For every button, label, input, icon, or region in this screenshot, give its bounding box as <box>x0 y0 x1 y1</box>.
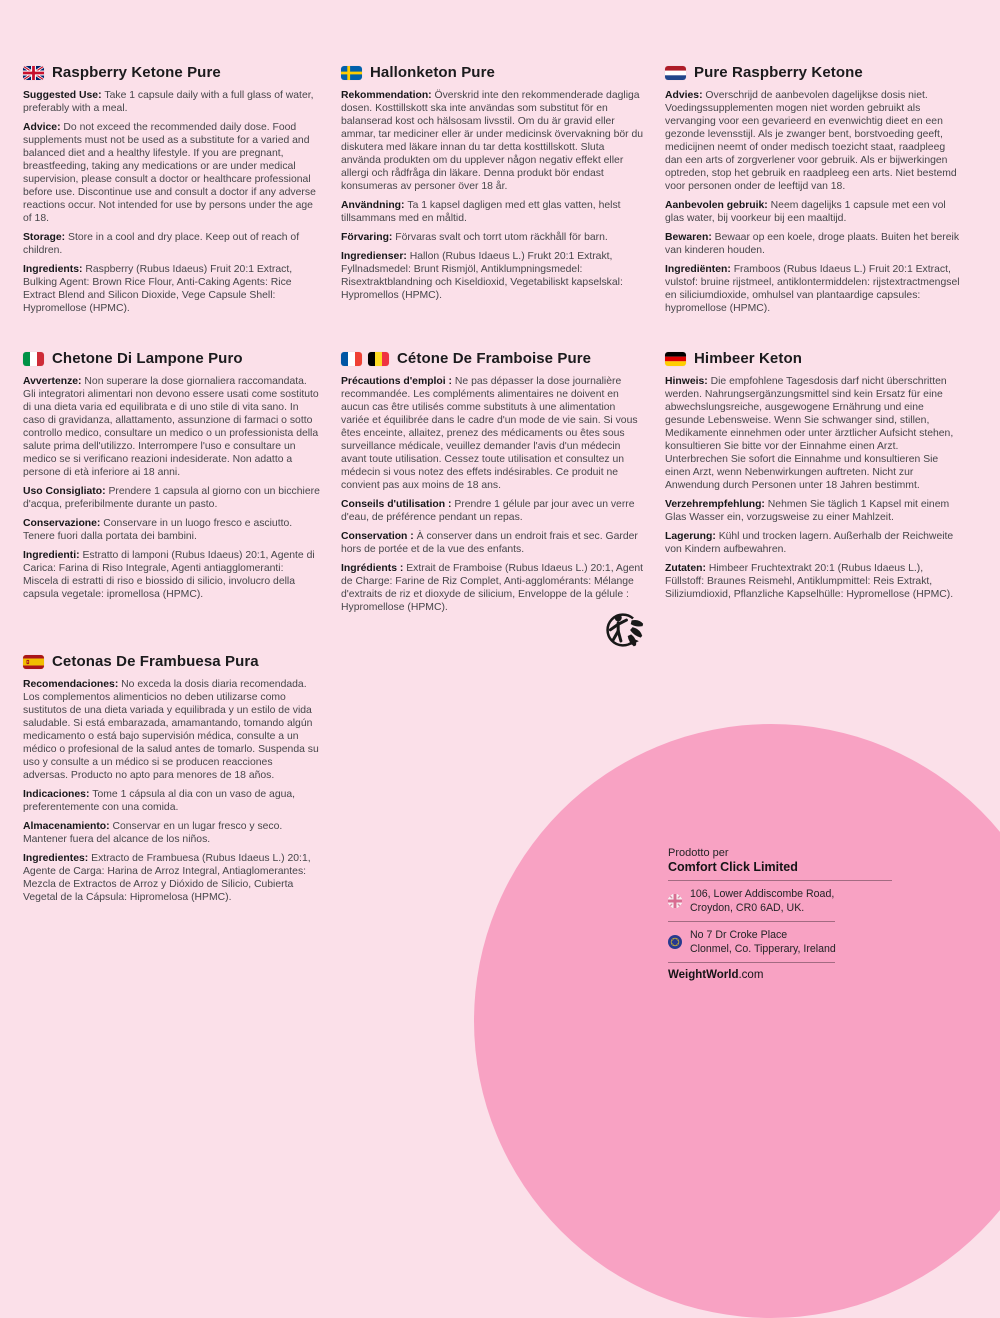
eu-flag-icon <box>668 935 682 949</box>
uk-address-line1: 106, Lower Addiscombe Road, <box>690 888 835 900</box>
ireland-address-line1: No 7 Dr Croke Place <box>690 929 788 941</box>
paragraph-text: Tome 1 cápsula al dia con un vaso de agua, preferentemente con una comida. <box>23 789 296 813</box>
paragraph-text: Raspberry (Rubus Idaeus) Fruit 20:1 Extract, Bulking Agent: Brown Rice Flour, Anti-Caking Agents: Rice Extract Blend and Silicon Dioxide, Vege Capsule Shell: Hypromellose (HPMC). <box>23 264 293 314</box>
section-italian <box>23 350 320 653</box>
uk-roundel-icon <box>668 894 682 908</box>
paragraph-label: Indicaciones: <box>23 789 93 800</box>
paragraph-text: Die empfohlene Tagesdosis darf nicht überschritten werden. Nahrungsergänzungsmittel sind kein Ersatz für eine abwechslungsreiche, ausgewogene Ernährung und eine gesunde Lebensweise. Wenn Sie schwanger sind, stillen, Medikamente einnehmen oder unter ärztlicher Aufsicht stehen, konsultieren Sie bitte vor der Einnahme einen Arzt. Unterbrechen Sie sofort die Einnahme und konsultieren Sie einen Arzt, wenn Nebenwirkungen auftreten. Nicht zur Anwendung durch Personen unter 18 Jahren bestimmt. <box>665 376 954 491</box>
brand-tld: .com <box>738 969 764 981</box>
paragraph-text: Prendere 1 capsula al giorno con un bicchiere d'acqua, preferibilmente durante un pasto. <box>23 486 320 510</box>
manufacturer-block <box>668 846 892 981</box>
section-flags <box>341 66 362 80</box>
company-name: Comfort Click Limited <box>668 860 798 874</box>
belgium-flag-icon <box>368 352 389 366</box>
paragraph-label: Advice: <box>23 122 64 133</box>
paragraph-text: Take 1 capsule daily with a full glass of water, preferably with a meal. <box>23 90 314 114</box>
section-paragraphs <box>23 89 320 315</box>
paragraph-text: Himbeer Fruchtextrakt 20:1 (Rubus Idaeus L.), Füllstoff: Braunes Reismehl, Antiklumpmittel: Reis Extrakt, Siliziumdioxid, Pflanzliche Kapselhülle: Hypromellose (HPMC). <box>665 563 954 600</box>
paragraph <box>341 498 644 524</box>
paragraph <box>341 199 644 225</box>
paragraph <box>23 263 320 315</box>
paragraph-text: Ne pas dépasser la dose journalière recommandée. Les compléments alimentaires ne doivent en aucun cas être utilisés comme substituts à une alimentation variée et équilibrée dans le cadre d'un mode de vie sain. Si vous êtes enceinte, allaitez, prenez des médicaments ou êtes sous surveillance médicale, veuillez demander l'avis d'un médecin avant toute utilisation. Cessez toute utilisation et consultez un médecin si vous notez des effets indésirables. Ce produit ne convient pas aux moins de 18 ans. <box>341 376 638 491</box>
uk-address <box>690 887 834 915</box>
section-paragraphs <box>341 89 644 302</box>
paragraph <box>23 517 320 543</box>
section-header <box>665 64 964 81</box>
section-title: Cetonas De Frambuesa Pura <box>52 653 259 670</box>
paragraph-text: Extracto de Frambuesa (Rubus Idaeus L.) 20:1, Agente de Carga: Harina de Arroz Integral, Antiaglomerantes: Mezcla de Extractos de Arroz y Dióxido de Silicio, Cubierta Vegetal de la Cápsula: Hipromelosa (HPMC). <box>23 853 311 903</box>
paragraph-label: Conseils d'utilisation : <box>341 499 455 510</box>
paragraph <box>23 231 320 257</box>
uk-flag-icon <box>23 66 44 80</box>
brand-name: WeightWorld <box>668 969 739 981</box>
section-paragraphs <box>341 375 644 614</box>
paragraph-label: Rekommendation: <box>341 90 435 101</box>
paragraph-text: Nehmen Sie täglich 1 Kapsel mit einem Glas Wasser ein, vorzugsweise zu einer Mahlzeit. <box>665 499 950 523</box>
section-german <box>665 350 964 653</box>
paragraph-text: Bewaar op een koele, droge plaats. Buiten het bereik van kinderen houden. <box>665 232 960 256</box>
paragraph-text: Non superare la dose giornaliera raccomandata. Gli integratori alimentari non devono essere usati come sostituto di una dieta varia ed equilibrata e di uno stile di vita sano. In caso di gravidanza, allattamento, assunzione di farmaci o sotto controllo medico, consultare un medico o un professionista della salute prima dell'utilizzo. Interrompere l'uso e consultare un medico se si verificano reazioni indesiderate. Non adatto a persone di età inferiore ai 18 anni. <box>23 376 319 478</box>
section-header <box>665 350 964 367</box>
section-paragraphs <box>23 678 320 904</box>
uk-address-row <box>668 881 892 921</box>
section-paragraphs <box>665 375 964 601</box>
paragraph-label: Hinweis: <box>665 376 711 387</box>
paragraph-label: Förvaring: <box>341 232 396 243</box>
section-flags <box>665 352 686 366</box>
triman-recycling-icon <box>599 606 647 654</box>
section-title: Himbeer Keton <box>694 350 802 367</box>
section-dutch <box>665 64 964 350</box>
paragraph-label: Zutaten: <box>665 563 709 574</box>
paragraph <box>665 199 964 225</box>
paragraph-label: Ingredienser: <box>341 251 410 262</box>
paragraph-label: Advies: <box>665 90 706 101</box>
paragraph <box>665 530 964 556</box>
paragraph <box>665 263 964 315</box>
paragraph-label: Almacenamiento: <box>23 821 113 832</box>
paragraph-text: Neem dagelijks 1 capsule met een vol glas water, bij voorkeur bij een maaltijd. <box>665 200 946 224</box>
section-title: Raspberry Ketone Pure <box>52 64 221 81</box>
germany-flag-icon <box>665 352 686 366</box>
paragraph-text: Extrait de Framboise (Rubus Idaeus L.) 20:1, Agent de Charge: Farine de Riz Complet, Anti-agglomérants: Mélange d'extraits de riz et dioxyde de silicium, Enveloppe de la gélule : Hypromellose (HPMC). <box>341 563 644 613</box>
section-header <box>23 64 320 81</box>
section-paragraphs <box>23 375 320 601</box>
section-flags <box>23 655 44 669</box>
paragraph-text: Kühl und trocken lagern. Außerhalb der Reichweite von Kindern aufbewahren. <box>665 531 954 555</box>
section-flags <box>23 352 44 366</box>
paragraph <box>341 250 644 302</box>
paragraph-label: Recomendaciones: <box>23 679 122 690</box>
paragraph <box>23 89 320 115</box>
paragraph <box>665 562 964 601</box>
paragraph-text: Förvaras svalt och torrt utom räckhåll för barn. <box>395 232 608 243</box>
paragraph <box>341 530 644 556</box>
paragraph <box>665 498 964 524</box>
paragraph-text: Prendre 1 gélule par jour avec un verre d'eau, de préférence pendant un repas. <box>341 499 635 523</box>
section-header <box>341 64 644 81</box>
paragraph-label: Lagerung: <box>665 531 719 542</box>
paragraph-text: Overschrijd de aanbevolen dagelijkse dosis niet. Voedingssupplementen mogen niet worden gebruikt als vervanging voor een gevarieerd en evenwichtig dieet en een gezonde levensstijl. Als je zwanger bent, borstvoeding geeft, medicijnen neemt of onder medisch toezicht staat, raadpleeg dan een arts of zorgverlener voor gebruik. Als er bijwerkingen optreden, stop het gebruik en raadpleeg een arts. Niet bestemd voor personen onder de leeftijd van 18. <box>665 90 957 192</box>
france-flag-icon <box>341 352 362 366</box>
uk-address-line2: Croydon, CR0 6AD, UK. <box>690 902 805 914</box>
paragraph <box>23 485 320 511</box>
section-title: Hallonketon Pure <box>370 64 495 81</box>
paragraph-label: Avvertenze: <box>23 376 85 387</box>
paragraph <box>665 231 964 257</box>
paragraph <box>23 852 320 904</box>
paragraph-label: Verzehrempfehlung: <box>665 499 768 510</box>
paragraph-text: Conservar en un lugar fresco y seco. Mantener fuera del alcance de los niños. <box>23 821 283 845</box>
section-title: Cétone De Framboise Pure <box>397 350 592 367</box>
paragraph-label: Précautions d'emploi : <box>341 376 455 387</box>
paragraph-label: Ingrediënten: <box>665 264 734 275</box>
sections-grid <box>23 64 985 910</box>
italy-flag-icon <box>23 352 44 366</box>
paragraph <box>23 820 320 846</box>
paragraph-text: Hallon (Rubus Idaeus L.) Frukt 20:1 Extrakt, Fyllnadsmedel: Brunt Rismjöl, Antiklumpningsmedel: Risextraktblandning och Kiseldioxid, Vegetabiliskt kapselskal: Hypromellos (HPMC). <box>341 251 623 301</box>
paragraph-text: Estratto di lamponi (Rubus Idaeus) 20:1, Agente di Carica: Farina di Riso Integrale, Agenti antiagglomeranti: Miscela di estratti di riso e biossido di silicio, involucro della capsula vegetale: ipromellosa (HPMC). <box>23 550 315 600</box>
section-swedish <box>341 64 644 350</box>
paragraph-label: Conservation : <box>341 531 417 542</box>
section-header <box>23 653 320 670</box>
paragraph-text: Store in a cool and dry place. Keep out of reach of children. <box>23 232 300 256</box>
paragraph <box>23 121 320 225</box>
paragraph <box>341 89 644 193</box>
ireland-address-row <box>668 922 892 962</box>
section-flags <box>665 66 686 80</box>
paragraph <box>23 788 320 814</box>
paragraph-label: Ingredientes: <box>23 853 92 864</box>
paragraph <box>23 549 320 601</box>
paragraph <box>341 375 644 492</box>
paragraph-label: Uso Consigliato: <box>23 486 109 497</box>
spain-flag-icon <box>23 655 44 669</box>
paragraph-text: Framboos (Rubus Idaeus L.) Fruit 20:1 Extract, vulstof: bruine rijstmeel, antiklontermiddelen: rijstextractmengsel en siliciumdioxide, omhulsel van plantaardige capsules: hypromellose (HPMC). <box>665 264 960 314</box>
section-flags <box>23 66 44 80</box>
section-header <box>23 350 320 367</box>
paragraph-text: No exceda la dosis diaria recomendada. Los complementos alimenticios no deben utilizarse como sustitutos de una dieta variada y equilibrada y un estilo de vida saludable. Si está embarazada, amamantando, tomando algún medicamento o está bajo supervisión médica, consulte a un médico o profesional de la salud antes de tomarlo. Suspenda su uso y consulte a un médico si se producen reacciones adversas. Producto no apto para menores de 18 años. <box>23 679 319 781</box>
section-english <box>23 64 320 350</box>
paragraph <box>665 375 964 492</box>
paragraph-text: Överskrid inte den rekommenderade dagliga dosen. Kosttillskott ska inte användas som substitut för en balanserad kost och hälsosam livsstil. Om du är gravid eller ammar, tar mediciner eller är under medicinsk övervakning bör du diskutera med läkare innan du tar detta kosttillskott. Sluta använda produkten om du upplever någon negativ effekt eller allergi och rådfråga din läkare. Denna produkt bör endast konsumeras av personer över 18 år. <box>341 90 644 192</box>
section-paragraphs <box>665 89 964 315</box>
paragraph <box>341 231 644 244</box>
paragraph <box>665 89 964 193</box>
produced-for-label: Prodotto per <box>668 847 729 859</box>
paragraph-text: À conserver dans un endroit frais et sec. Garder hors de portée et de la vue des enfants. <box>341 531 638 555</box>
netherlands-flag-icon <box>665 66 686 80</box>
sweden-flag-icon <box>341 66 362 80</box>
brand-website <box>668 963 892 981</box>
section-flags <box>341 352 389 366</box>
paragraph-label: Ingredients: <box>23 264 86 275</box>
paragraph-label: Användning: <box>341 200 408 211</box>
ireland-address-line2: Clonmel, Co. Tipperary, Ireland <box>690 943 836 955</box>
paragraph-label: Conservazione: <box>23 518 104 529</box>
section-spanish <box>23 653 320 910</box>
paragraph-label: Suggested Use: <box>23 90 105 101</box>
paragraph-text: Ta 1 kapsel dagligen med ett glas vatten, helst tillsammans med en måltid. <box>341 200 621 224</box>
ireland-address <box>690 928 836 956</box>
paragraph <box>23 678 320 782</box>
paragraph-text: Do not exceed the recommended daily dose. Food supplements must not be used as a substitute for a varied and balanced diet and a healthy lifestyle. If you are pregnant, breastfeeding, taking any medications or are under medical supervision, please consult a doctor or healthcare professional before use. Discontinue use and consult a doctor if any adverse reactions occur. Not intended for use by persons under the age of 18. <box>23 122 316 224</box>
paragraph-label: Aanbevolen gebruik: <box>665 200 771 211</box>
paragraph-label: Storage: <box>23 232 69 243</box>
section-title: Pure Raspberry Ketone <box>694 64 863 81</box>
paragraph-label: Ingrédients : <box>341 563 407 574</box>
section-header <box>341 350 644 367</box>
section-title: Chetone Di Lampone Puro <box>52 350 243 367</box>
paragraph-text: Conservare in un luogo fresco e asciutto. Tenere fuori dalla portata dei bambini. <box>23 518 293 542</box>
paragraph <box>23 375 320 479</box>
paragraph-label: Ingredienti: <box>23 550 83 561</box>
paragraph-label: Bewaren: <box>665 232 715 243</box>
